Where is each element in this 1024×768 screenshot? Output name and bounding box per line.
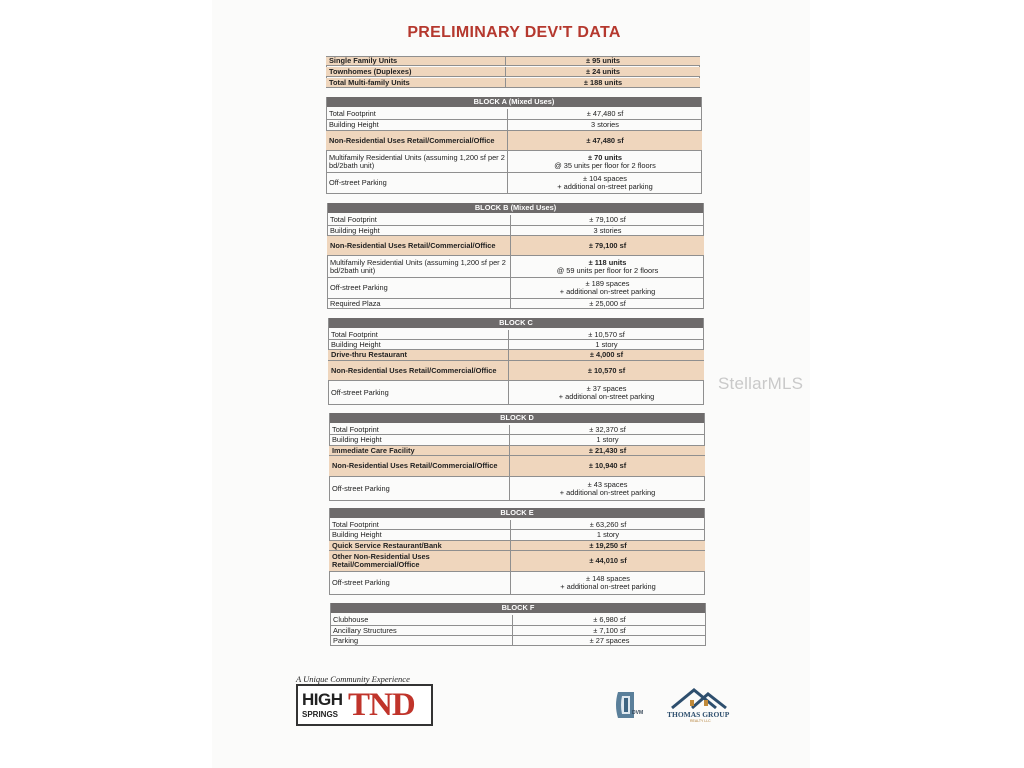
row-value-cell xyxy=(510,446,705,455)
thomas-group-logo xyxy=(664,684,734,724)
row-label: Total Footprint xyxy=(327,215,511,225)
table-row xyxy=(327,278,704,299)
row-label: Clubhouse xyxy=(330,615,513,625)
tagline: A Unique Community Experience xyxy=(296,674,410,684)
table-row xyxy=(329,456,705,477)
row-label: Multifamily Residential Units (assuming 1,200 sf per 2 bd/2bath unit) xyxy=(327,256,511,277)
row-value: ± 95 units xyxy=(585,56,621,65)
row-value: ± 44,010 sf xyxy=(589,556,627,565)
row-value: ± 7,100 sf xyxy=(593,625,626,635)
row-label: Non-Residential Uses Retail/Commercial/Office xyxy=(326,131,508,150)
table-row xyxy=(330,615,706,626)
row-label: Off-street Parking xyxy=(327,278,511,298)
row-label: Parking xyxy=(330,636,513,645)
row-value-cell xyxy=(509,330,704,339)
row-label: Total Footprint xyxy=(329,520,511,529)
table-row xyxy=(327,256,704,278)
row-label: Drive-thru Restaurant xyxy=(328,350,509,360)
row-label: Other Non-Residential Uses Retail/Commercial/Office xyxy=(329,551,511,571)
row-value: 3 stories xyxy=(591,120,619,129)
row-value-cell xyxy=(511,551,705,571)
table-row xyxy=(327,226,704,236)
row-value: ± 37 spaces xyxy=(586,383,627,393)
row-value-note: @ 35 units per floor for 2 floors xyxy=(554,160,656,170)
table-row xyxy=(329,572,705,595)
row-value-cell xyxy=(511,299,704,308)
row-value-cell xyxy=(510,477,705,500)
block-header: BLOCK B (Mixed Uses) xyxy=(327,203,704,213)
row-label: Building Height xyxy=(326,120,508,130)
row-value: ± 43 spaces xyxy=(587,479,628,489)
table-row xyxy=(329,551,705,572)
dvm-logo xyxy=(612,688,652,724)
row-value-cell xyxy=(511,236,704,255)
row-value: ± 10,570 sf xyxy=(588,329,625,339)
logo-tnd-text: TND xyxy=(348,687,415,723)
row-value-cell xyxy=(508,109,702,119)
row-value-cell xyxy=(511,520,705,529)
row-value-cell xyxy=(508,131,702,150)
table-row xyxy=(327,215,704,226)
row-value-cell xyxy=(510,435,705,445)
row-value-note: + additional on-street parking xyxy=(560,582,656,591)
block-header: BLOCK C xyxy=(328,318,704,328)
table-row xyxy=(326,57,700,66)
row-value: ± 6,980 sf xyxy=(593,615,626,624)
row-value: ± 188 units xyxy=(583,77,623,87)
row-value-cell xyxy=(513,636,706,645)
table-row xyxy=(328,350,704,361)
row-value: ± 189 spaces xyxy=(585,279,630,289)
row-value-note: + additional on-street parking xyxy=(559,287,656,296)
row-value: ± 47,480 sf xyxy=(586,109,624,118)
table-row xyxy=(328,381,704,405)
row-value-cell xyxy=(509,350,704,360)
table-row xyxy=(326,173,702,194)
table-row xyxy=(326,120,702,131)
row-value: 1 story xyxy=(596,530,620,539)
row-label: Total Footprint xyxy=(326,109,508,119)
row-label: Townhomes (Duplexes) xyxy=(326,67,506,76)
row-value: ± 24 units xyxy=(585,66,621,76)
row-label: Non-Residential Uses Retail/Commercial/Office xyxy=(328,361,509,380)
row-label: Off-street Parking xyxy=(328,381,509,404)
table-row xyxy=(326,67,700,77)
row-value-cell xyxy=(511,278,704,298)
row-value-cell xyxy=(508,151,702,172)
row-value: ± 70 units xyxy=(587,152,623,162)
row-value: ± 79,100 sf xyxy=(589,215,626,224)
row-value-cell xyxy=(509,340,704,349)
row-value-cell xyxy=(511,226,704,235)
table-row xyxy=(326,131,702,151)
row-value: ± 19,250 sf xyxy=(589,540,627,550)
row-value: ± 27 spaces xyxy=(589,635,630,645)
document-title: PRELIMINARY DEV'T DATA xyxy=(407,24,621,41)
row-value: ± 4,000 sf xyxy=(589,350,624,359)
table-row xyxy=(328,330,704,340)
row-value: ± 21,430 sf xyxy=(588,445,627,455)
row-value-cell xyxy=(513,626,706,635)
row-label: Total Footprint xyxy=(329,425,510,434)
row-value-cell xyxy=(509,381,704,404)
row-label: Building Height xyxy=(327,226,511,235)
table-row xyxy=(329,477,705,501)
row-label: Non-Residential Uses Retail/Commercial/Office xyxy=(329,456,510,476)
row-value: ± 10,940 sf xyxy=(588,461,627,470)
row-value: 1 story xyxy=(596,435,619,444)
row-label: Total Footprint xyxy=(328,330,509,339)
row-value: ± 148 spaces xyxy=(586,574,630,584)
row-value-cell xyxy=(506,78,700,87)
block-header: BLOCK E xyxy=(329,508,705,518)
table-row xyxy=(326,151,702,173)
row-label: Required Plaza xyxy=(327,299,511,308)
table-row xyxy=(329,446,705,456)
row-value: 3 stories xyxy=(593,225,622,235)
row-value-cell xyxy=(511,541,705,550)
row-value-cell xyxy=(511,530,705,540)
row-value-cell xyxy=(509,361,704,380)
table-row xyxy=(326,109,702,120)
row-label: Total Multi-family Units xyxy=(326,78,506,87)
dvm-logo-icon xyxy=(612,688,652,724)
thomas-group-subtext: REALTY LLC xyxy=(690,719,711,723)
row-value-note: + additional on-street parking xyxy=(557,182,653,191)
watermark: StellarMLS xyxy=(718,374,804,393)
row-value-cell xyxy=(506,67,700,76)
table-row xyxy=(329,530,705,541)
row-label: Building Height xyxy=(329,530,511,540)
table-row xyxy=(329,541,705,551)
row-value-cell xyxy=(506,57,700,65)
table-row xyxy=(329,520,705,530)
row-label: Off-street Parking xyxy=(329,477,510,500)
house-roof-icon xyxy=(664,684,734,712)
table-row xyxy=(328,361,704,381)
table-row xyxy=(330,626,706,636)
row-value-cell xyxy=(511,256,704,277)
row-value: ± 104 spaces xyxy=(583,174,627,184)
dvm-text: DVM xyxy=(632,710,644,716)
row-label: Quick Service Restaurant/Bank xyxy=(329,541,511,550)
row-value: ± 79,100 sf xyxy=(588,240,627,250)
logo-springs-text: SPRINGS xyxy=(302,710,339,719)
row-value: ± 63,260 sf xyxy=(589,519,627,529)
row-value-cell xyxy=(511,215,704,225)
row-value-cell xyxy=(511,572,705,594)
row-value: ± 10,570 sf xyxy=(587,365,626,375)
row-value-cell xyxy=(510,425,705,434)
block-header: BLOCK A (Mixed Uses) xyxy=(326,97,702,107)
row-label: Multifamily Residential Units (assuming 1,200 sf per 2 bd/2bath unit) xyxy=(326,151,508,172)
row-value: ± 32,370 sf xyxy=(589,424,626,434)
row-value: ± 25,000 sf xyxy=(589,298,626,308)
row-label: Off-street Parking xyxy=(326,173,508,193)
row-value: ± 118 units xyxy=(588,257,627,267)
row-label: Non-Residential Uses Retail/Commercial/Office xyxy=(327,236,511,255)
thomas-group-text: THOMAS GROUP xyxy=(667,710,730,719)
table-row xyxy=(327,299,704,309)
row-value-cell xyxy=(510,456,705,476)
table-row xyxy=(327,236,704,256)
row-value-note: @ 59 units per floor for 2 floors xyxy=(556,265,659,275)
block-header: BLOCK D xyxy=(329,413,705,423)
table-row xyxy=(329,425,705,435)
row-label: Building Height xyxy=(328,340,509,349)
row-value-note: + additional on-street parking xyxy=(559,487,656,497)
row-value-note: + additional on-street parking xyxy=(558,391,655,401)
logo-high-text: HIGH xyxy=(302,690,343,709)
row-value-cell xyxy=(508,120,702,130)
row-label: Immediate Care Facility xyxy=(329,446,510,455)
table-row xyxy=(326,78,700,88)
table-row xyxy=(328,340,704,350)
row-label: Off-street Parking xyxy=(329,572,511,594)
row-label: Ancillary Structures xyxy=(330,626,513,635)
row-value: ± 47,480 sf xyxy=(586,135,624,145)
row-value: 1 story xyxy=(595,339,618,349)
row-label: Building Height xyxy=(329,435,510,445)
row-value-cell xyxy=(513,615,706,625)
block-header: BLOCK F xyxy=(330,603,706,613)
table-row xyxy=(329,435,705,446)
table-row xyxy=(330,636,706,646)
row-label: Single Family Units xyxy=(326,57,506,65)
high-springs-tnd-logo xyxy=(296,684,433,726)
row-value-cell xyxy=(508,173,702,193)
